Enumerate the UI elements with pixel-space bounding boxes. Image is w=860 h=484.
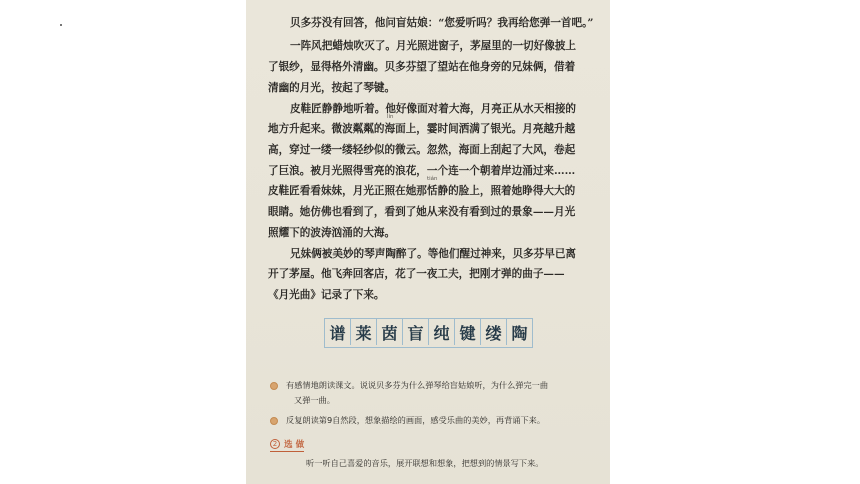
story-line: 高，穿过一缕一缕轻纱似的微云。忽然，海面上刮起了大风，卷起 <box>268 144 576 156</box>
pencil-circle-icon: 2 <box>270 439 280 449</box>
story-line: 清幽的月光，按起了琴键。 <box>268 82 396 94</box>
pinyin-annotation: tián <box>427 176 438 182</box>
grid-character: 陶 <box>511 323 528 343</box>
story-line: 皮鞋匠看看妹妹，月光正照在她那恬静的脸上，照着她睁得大大的 <box>268 185 576 197</box>
story-line: 了巨浪。被月光照得雪亮的浪花，一个连一个朝着岸边涌过来…… <box>268 165 576 177</box>
exercise-text: 反复朗读第9自然段，想象描绘的画面，感受乐曲的美妙，再背诵下来。 <box>286 415 546 425</box>
story-line: 贝多芬没有回答，他问盲姑娘：“您爱听吗？我再给您弹一首吧。” <box>290 17 594 29</box>
grid-character: 键 <box>455 319 481 345</box>
grid-character: 盲 <box>403 319 429 345</box>
grid-character: 纯 <box>429 319 455 345</box>
exercise-text: 有感情地朗读课文。说说贝多芬为什么弹琴给盲姑娘听，为什么弹完一曲 <box>286 380 549 390</box>
exercise-text: 又弹一曲。 <box>294 395 335 405</box>
pinyin-annotation: lín <box>387 114 394 120</box>
story-line: 了银纱，显得格外清幽。贝多芬望了望站在他身旁的兄妹俩，借着 <box>268 61 576 73</box>
grid-character: 谱 <box>325 319 351 345</box>
optional-text: 听一听自己喜爱的音乐，展开联想和想象，把想到的情景写下来。 <box>306 458 544 468</box>
story-line: 地方升起来。微波粼粼的海面上，霎时间洒满了银光。月亮越升越 <box>268 123 576 135</box>
character-grid <box>324 318 533 348</box>
circle-bullet-icon <box>270 382 278 390</box>
story-line: 皮鞋匠静静地听着。他好像面对着大海，月亮正从水天相接的 <box>290 103 577 115</box>
story-line: 《月光曲》记录了下来。 <box>268 289 385 301</box>
story-line: 兄妹俩被美妙的琴声陶醉了。等他们醒过神来，贝多芬早已离 <box>290 248 577 260</box>
circle-bullet-icon <box>270 417 278 425</box>
story-line: 一阵风把蜡烛吹灭了。月光照进窗子，茅屋里的一切好像披上 <box>290 40 577 52</box>
optional-label: 选 做 <box>284 440 305 450</box>
stray-dot <box>60 24 62 26</box>
textbook-page <box>246 0 610 484</box>
story-line: 眼睛。她仿佛也看到了，看到了她从来没有看到过的景象——月光 <box>268 206 576 218</box>
story-line: 开了茅屋。他飞奔回客店，花了一夜工夫，把刚才弹的曲子—— <box>268 268 565 280</box>
grid-character: 莱 <box>351 319 377 345</box>
grid-character: 茵 <box>377 319 403 345</box>
grid-character: 缕 <box>481 319 507 345</box>
optional-underline <box>270 451 304 452</box>
optional-tag <box>270 438 304 450</box>
story-line: 照耀下的波涛汹涌的大海。 <box>268 227 396 239</box>
